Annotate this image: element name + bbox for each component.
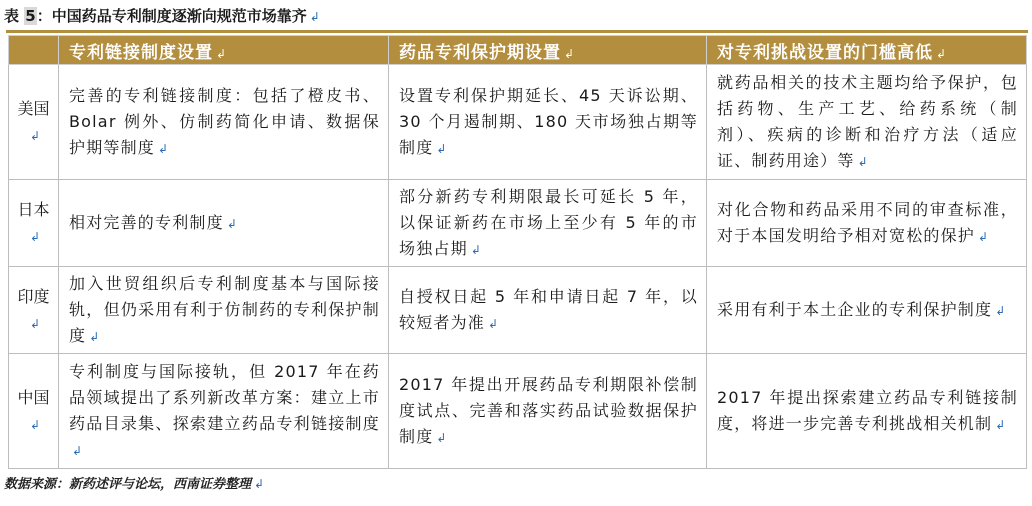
table-cell: 对化合物和药品采用不同的审查标准，对于本国发明给予相对宽松的保护 ↲ [707,180,1027,267]
header-cell-protection-term: 药品专利保护期设置 ↲ [389,36,707,65]
header-cell-linkage: 专利链接制度设置 ↲ [59,36,389,65]
table-cell: 专利制度与国际接轨，但 2017 年在药品领域提出了系列新改革方案：建立上市药品目录集、探索建立药品专利链接制度↲ [59,354,389,469]
table-cell: 自授权日起 5 年和申请日起 7 年，以较短者为准 ↲ [389,267,707,354]
country-cell: 印度↲ [9,267,59,354]
paragraph-mark-icon: ↲ [158,141,170,156]
header-row [9,36,1027,65]
country-cell: 日本↲ [9,180,59,267]
caption-prefix: 表 [4,7,20,25]
table-row [9,65,1027,180]
paragraph-mark-icon: ↲ [488,316,500,331]
paragraph-mark-icon: ↲ [470,242,483,257]
country-cell: 中国↲ [9,354,59,469]
paragraph-mark-icon: ↲ [216,46,228,61]
paragraph-mark-icon: ↲ [995,303,1007,318]
table-caption [4,4,320,28]
paragraph-mark-icon: ↲ [29,417,41,432]
paragraph-mark-icon: ↲ [309,10,320,24]
patent-comparison-table [8,35,1027,469]
paragraph-mark-icon: ↲ [564,46,576,61]
top-rule [6,30,1028,33]
table-cell: 相对完善的专利制度 ↲ [59,180,389,267]
paragraph-mark-icon: ↲ [89,329,101,344]
table-row [9,354,1027,469]
caption-text: ：中国药品专利制度逐渐向规范市场靠齐 [36,7,307,25]
paragraph-mark-icon: ↲ [72,443,84,458]
table-cell: 完善的专利链接制度：包括了橙皮书、Bolar 例外、仿制药简化申请、数据保护期等制度 ↲ [59,65,389,180]
header-cell-challenge-threshold: 对专利挑战设置的门槛高低 ↲ [707,36,1027,65]
table-row [9,267,1027,354]
paragraph-mark-icon: ↲ [857,154,869,169]
paragraph-mark-icon: ↲ [29,128,41,143]
table-cell: 2017 年提出探索建立药品专利链接制度，将进一步完善专利挑战相关机制 ↲ [707,354,1027,469]
table-cell: 设置专利保护期延长、45 天诉讼期、30 个月遏制期、180 天市场独占期等制度 ↲ [389,65,707,180]
country-cell: 美国↲ [9,65,59,180]
table-cell: 就药品相关的技术主题均给予保护，包括药物、生产工艺、给药系统（制剂）、疾病的诊断和治疗方法（适应证、制药用途）等 ↲ [707,65,1027,180]
header-cell-country [9,36,59,65]
paragraph-mark-icon: ↲ [226,216,239,231]
paragraph-mark-icon: ↲ [936,46,948,61]
paragraph-mark-icon: ↲ [29,229,41,244]
paragraph-mark-icon: ↲ [436,141,448,156]
paragraph-mark-icon: ↲ [978,229,990,244]
table-cell: 加入世贸组织后专利制度基本与国际接轨，但仍采用有利于仿制药的专利保护制度 ↲ [59,267,389,354]
paragraph-mark-icon: ↲ [254,477,265,491]
table-cell: 采用有利于本土企业的专利保护制度 ↲ [707,267,1027,354]
source-note: 数据来源：新药述评与论坛，西南证券整理 ↲ [4,477,265,492]
table-cell: 部分新药专利期限最长可延长 5 年，以保证新药在市场上至少有 5 年的市场独占期 ↲ [389,180,707,267]
paragraph-mark-icon: ↲ [29,316,41,331]
table-row [9,180,1027,267]
paragraph-mark-icon: ↲ [995,417,1007,432]
caption-number: 5 [25,7,36,25]
paragraph-mark-icon: ↲ [436,430,448,445]
table-cell: 2017 年提出开展药品专利期限补偿制度试点、完善和落实药品试验数据保护制度 ↲ [389,354,707,469]
